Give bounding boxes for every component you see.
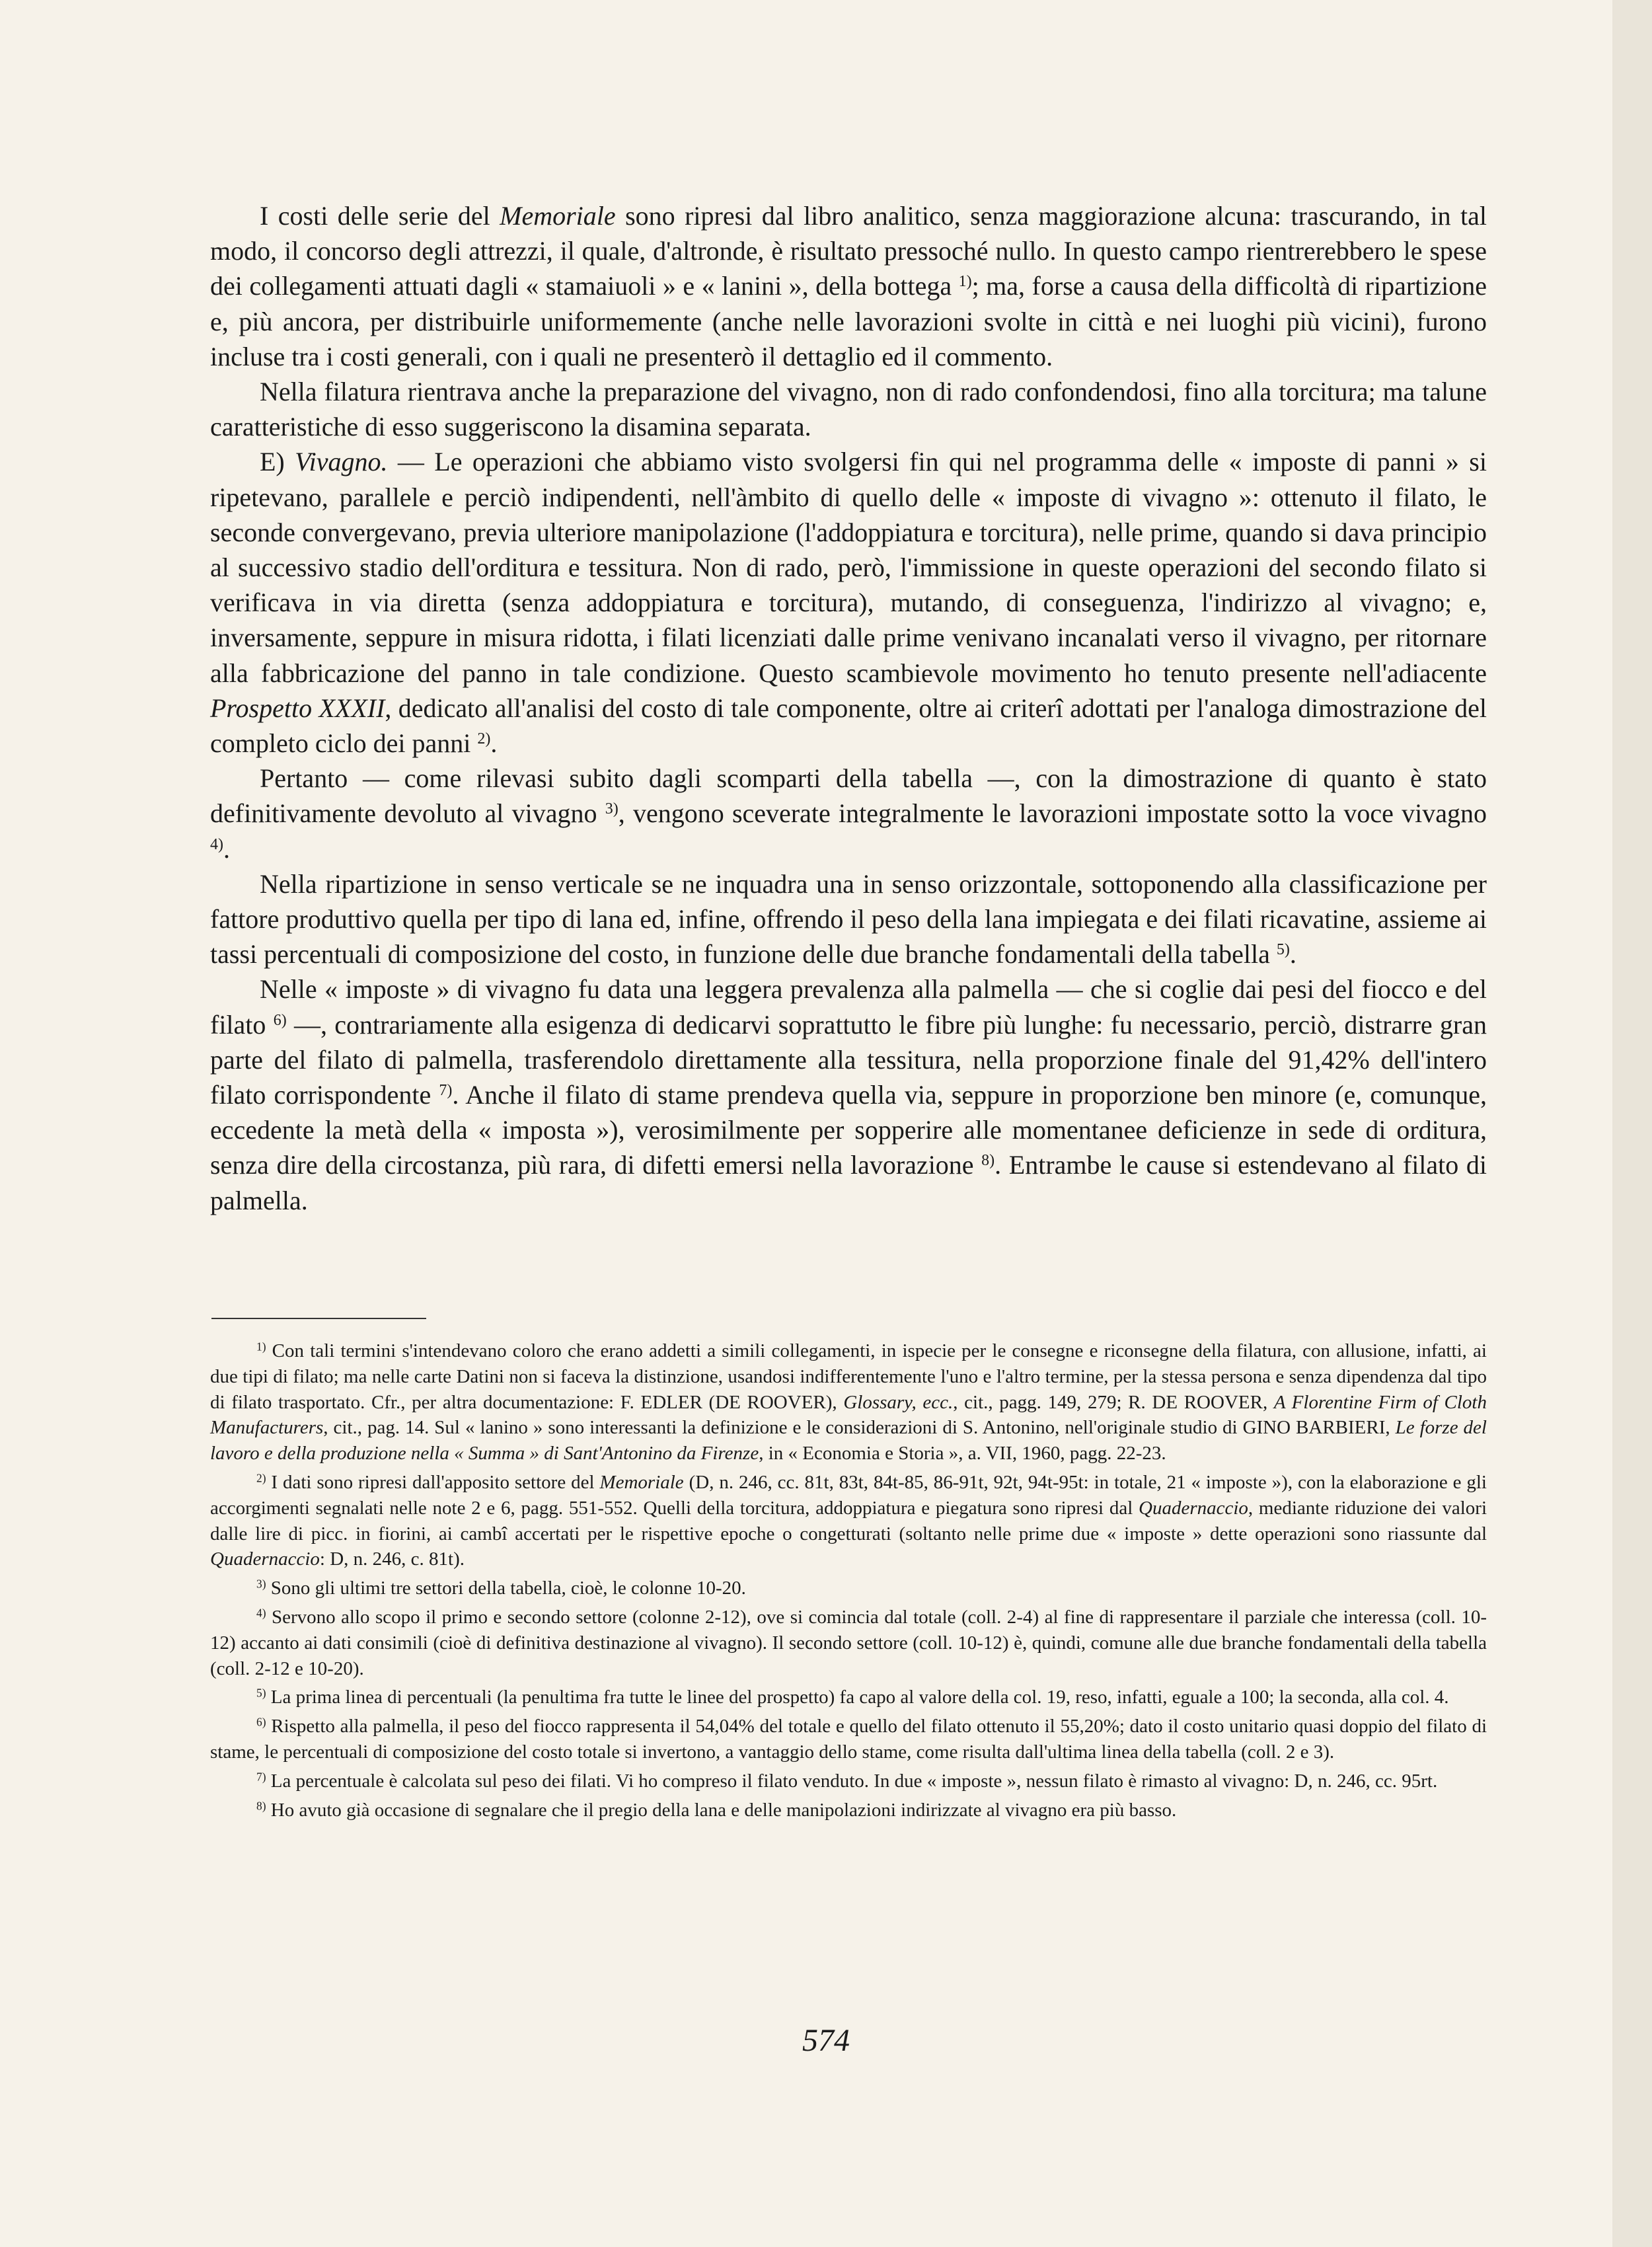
text-run: Con tali termini s'intendevano coloro che erano addetti a simili collegamenti, in ispecie per le consegne e riconsegne della filatura, con allusione, infatti, ai due tipi di filato; ma nelle carte Datini non si faceva la distinzione, usandosi indifferentemente l'uno e l'altro termine, per la stessa persona e senza dipendenza dal tipo di filato trasportato. Cfr., per altra documentazione: F. EDLER (DE ROOVER), (210, 1340, 1487, 1413)
text-run: , cit., pagg. 149, 279; R. DE ROOVER, (953, 1391, 1274, 1413)
paragraph (210, 444, 1487, 761)
text-run: . (490, 728, 498, 759)
text-run: E) (260, 447, 295, 477)
italic-text: Vivagno. (295, 447, 388, 477)
text-run: . Entrambe le cause si estendevano al filato di palmella. (210, 1150, 1487, 1215)
footnote (210, 1605, 1487, 1681)
footnote (210, 1714, 1487, 1765)
page-edge (1612, 0, 1652, 2247)
note-marker: 2) (256, 1471, 266, 1485)
italic-text: Quadernaccio (210, 1548, 320, 1570)
paragraph (210, 866, 1487, 972)
text-run: Ho avuto già occasione di segnalare che il pregio della lana e delle manipolazioni indirizzate al vivagno era più basso. (266, 1799, 1177, 1821)
text-run: — Le operazioni che abbiamo visto svolgersi fin qui nel programma delle « imposte di panni » si ripetevano, parallele e perciò indipendenti, nell'àmbito di quello delle « imposte di vivagno »: ottenuto il filato, le seconde convergevano, previa ulteriore manipolazione (l'addoppiatura e torcitura), nelle prime, quando si dava principio al successivo stadio dell'orditura e tessitura. Non di rado, però, l'immissione in queste operazioni del secondo filato si verificava in via diretta (senza addoppiatura e torcitura), mutando, di conseguenza, l'indirizzo al vivagno; e, inversamente, seppure in misura ridotta, i filati licenziati dalle prime venivano incanalati verso il vivagno, per ritornare alla fabbricazione del panno in tale condizione. Questo scambievole movimento ho tenuto presente nell'adiacente (210, 447, 1487, 688)
italic-text: Memoriale (599, 1471, 684, 1493)
text-run: , dedicato all'analisi del costo di tale componente, oltre ai criterî adottati per l'analoga dimostrazione del completo ciclo dei panni (210, 693, 1487, 759)
note-marker: 3) (605, 800, 619, 818)
note-marker: 8) (981, 1152, 995, 1170)
text-run: Nella filatura rientrava anche la preparazione del vivagno, non di rado confondendosi, fino alla torcitura; ma talune caratteristiche di esso suggeriscono la disamina separata. (210, 377, 1487, 442)
footnote (210, 1798, 1487, 1823)
footnote (210, 1769, 1487, 1794)
footnote (210, 1685, 1487, 1710)
footnotes (210, 1338, 1487, 1826)
italic-text: A Florentine Firm of Cloth Manufacturers (210, 1391, 1487, 1439)
italic-text: Glossary, ecc. (843, 1391, 954, 1413)
footnote (210, 1338, 1487, 1466)
text-run: Servono allo scopo il primo e secondo settore (colonne 2-12), ove si comincia dal totale (coll. 2-4) al fine di rappresentare il parziale che interessa (coll. 10-12) accanto ai dati consimili (cioè di definitiva destinazione al vivagno). Il secondo settore (coll. 10-12) è, quindi, comune alle due branche fondamentali della tabella (coll. 2-12 e 10-20). (210, 1606, 1487, 1679)
note-marker: 2) (477, 730, 491, 747)
text-run: Nelle « imposte » di vivagno fu data una leggera prevalenza alla palmella — che si coglie dai pesi del fiocco e del filato (210, 974, 1487, 1040)
note-marker: 7) (439, 1081, 453, 1099)
paragraph (210, 374, 1487, 444)
note-marker: 5) (1276, 941, 1290, 959)
text-run: La prima linea di percentuali (la penultima fra tutte le linee del prospetto) fa capo al valore della col. 19, reso, infatti, eguale a 100; la seconda, alla col. 4. (266, 1687, 1449, 1708)
italic-text: Quadernaccio (1139, 1497, 1248, 1519)
footnote-separator (211, 1318, 426, 1319)
italic-text: Le forze del lavoro e della produzione nella « Summa » di Sant'Antonino da Firenze (210, 1417, 1487, 1465)
text-run: , vengono sceverate integralmente le lavorazioni impostate sotto la voce vivagno (618, 798, 1487, 829)
text-run: . (223, 833, 230, 864)
text-run: . (1289, 939, 1296, 970)
note-marker: 1) (958, 273, 972, 291)
note-marker: 6) (256, 1715, 266, 1729)
note-marker: 8) (256, 1798, 266, 1812)
note-marker: 6) (273, 1011, 287, 1029)
text-run: , in « Economia e Storia », a. VII, 1960, pagg. 22-23. (759, 1443, 1166, 1465)
text-run: sono ripresi dal libro analitico, senza maggiorazione alcuna: trascurando, in tal modo, il concorso degli attrezzi, il quale, d'altronde, è risultato pressoché nullo. In questo campo rientrerebbero le spese dei collegamenti attuati dagli « stamaiuoli » e « lanini », della bottega (210, 201, 1487, 301)
text-run: Pertanto — come rilevasi subito dagli scomparti della tabella —, con la dimostrazione di quanto è stato definitivamente devoluto al vivagno (210, 763, 1487, 829)
note-marker: 4) (256, 1606, 266, 1620)
text-run: . Anche il filato di stame prendeva quella via, seppure in proporzione ben minore (e, comunque, eccedente la metà della « imposta »), verosimilmente per sopperire alle momentanee deficienze in sede di orditura, senza dire della circostanza, più rara, di difetti emersi nella lavorazione (210, 1080, 1487, 1180)
paragraph (210, 971, 1487, 1217)
text-run: I costi delle serie del (260, 201, 500, 231)
text-run: La percentuale è calcolata sul peso dei filati. Vi ho compreso il filato venduto. In due « imposte », nessun filato è rimasto al vivagno: D, n. 246, cc. 95rt. (266, 1770, 1438, 1792)
paragraph (210, 198, 1487, 374)
text-run: Sono gli ultimi tre settori della tabella, cioè, le colonne 10-20. (266, 1578, 746, 1599)
text-run: I dati sono ripresi dall'apposito settore del (266, 1471, 600, 1493)
text-run: : D, n. 246, c. 81t). (319, 1548, 465, 1570)
note-marker: 4) (210, 835, 223, 853)
note-marker: 1) (256, 1340, 266, 1353)
footnote (210, 1470, 1487, 1572)
text-run: Rispetto alla palmella, il peso del fiocco rappresenta il 54,04% del totale e quello del filato ottenuto il 55,20%; dato il costo unitario quasi doppio del filato di stame, le percentuali di composizione del costo totale si invertono, a vantaggio dello stame, come risulta dall'ultima linea della tabella (coll. 2 e 3). (210, 1716, 1487, 1763)
paragraph (210, 761, 1487, 866)
text-run: , mediante riduzione dei valori dalle lire di picc. in fiorini, ai cambî accertati per le rispettive epoche o congetturati (soltanto nelle prime due « imposte » dette operazioni sono riassunte dal (210, 1497, 1487, 1544)
page-number: 574 (802, 2023, 850, 2058)
text-run: (D, n. 246, cc. 81t, 83t, 84t-85, 86-91t, 92t, 94t-95t: in totale, 21 « imposte »), con la elaborazione e gli accorgimenti segnalati nelle note 2 e 6, pagg. 551-552. Quelli della torcitura, addoppiatura e piegatura sono ripresi dal (210, 1471, 1487, 1519)
note-marker: 3) (256, 1577, 266, 1591)
note-marker: 7) (256, 1770, 266, 1784)
body-text (210, 198, 1487, 1218)
text-run: ; ma, forse a causa della difficoltà di ripartizione e, più ancora, per distribuirle uniformemente (anche nelle lavorazioni svolte in città e nei luoghi più vicini), furono incluse tra i costi generali, con i quali ne presenterò il dettaglio ed il commento. (210, 271, 1487, 371)
text-run: , cit., pag. 14. Sul « lanino » sono interessanti la definizione e le considerazioni di S. Antonino, nell'originale studio di GINO BARBIERI, (323, 1417, 1396, 1439)
note-marker: 5) (256, 1686, 266, 1700)
italic-text: Memoriale (500, 201, 616, 231)
text-run: —, contrariamente alla esigenza di dedicarvi soprattutto le fibre più lunghe: fu necessario, perciò, distrarre gran parte del filato di palmella, trasferendolo direttamente alla tessitura, nella proporzione finale del 91,42% dell'intero filato corrispondente (210, 1009, 1487, 1110)
italic-text: Prospetto XXXII (210, 693, 385, 723)
text-run: Nella ripartizione in senso verticale se ne inquadra una in senso orizzontale, sottoponendo alla classificazione per fattore produttivo quella per tipo di lana ed, infine, offrendo il peso della lana impiegata e dei filati ricavatine, assieme ai tassi percentuali di composizione del costo, in funzione delle due branche fondamentali della tabella (210, 868, 1487, 970)
footnote (210, 1576, 1487, 1601)
